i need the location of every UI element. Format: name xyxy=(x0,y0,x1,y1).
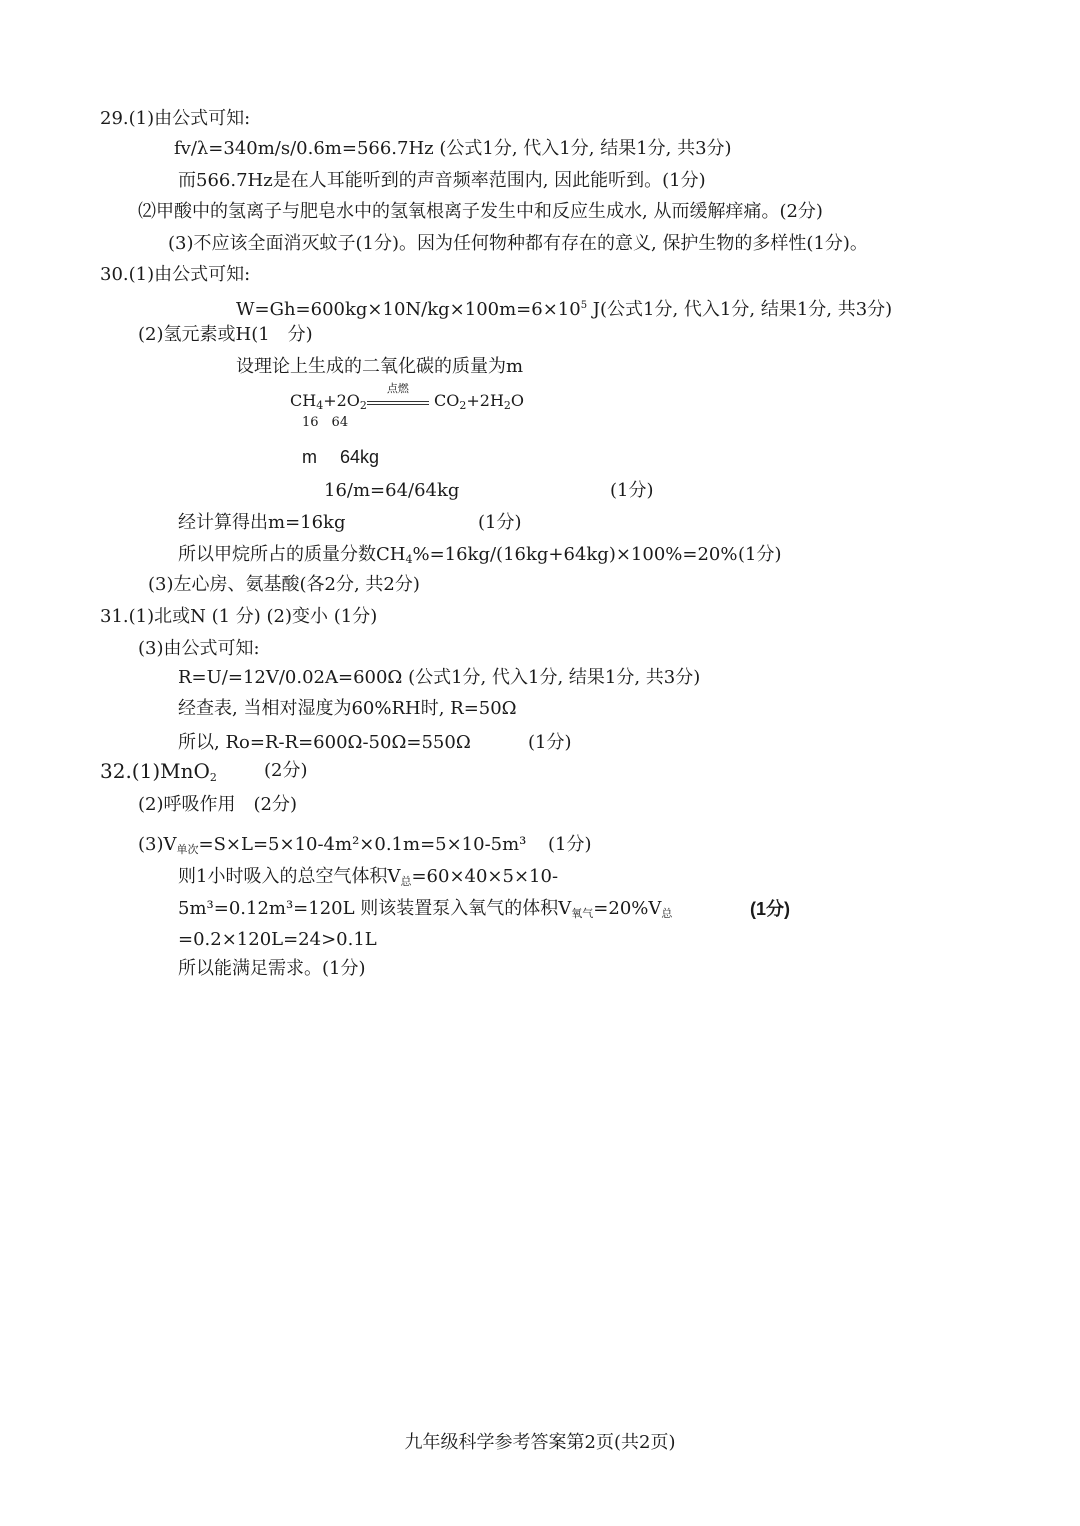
mass-fraction-score: (1分) xyxy=(738,544,782,565)
mass-fraction: 所以甲烷所占的质量分数$CH_4\%=16kg/(16kg+64kg)\times 100\%=20\%$ xyxy=(178,544,738,566)
q31-line-3: R=U/=12V/0.02A=600Ω (公式1分, 代入1分, 结果1分, 共3分) xyxy=(178,667,701,688)
q30-line-2 xyxy=(236,295,892,321)
ratio-score: (1分) xyxy=(610,480,654,501)
q30-line-4: 设理论上生成的二氧化碳的质量为m xyxy=(236,356,524,377)
q32-line-2: (2)呼吸作用 (2分) xyxy=(138,794,297,815)
q30-exponent: 5 xyxy=(580,300,588,311)
q32-line-1-score: (2分) xyxy=(264,760,308,781)
q31-line-1: 31.(1)北或N (1 分) (2)变小 (1分) xyxy=(100,606,378,627)
page-footer: 九年级科学参考答案第2页(共2页) xyxy=(404,1432,676,1453)
q29-line-2: fv/λ=340m/s/0.6m=566.7Hz (公式1分, 代入1分, 结果1分, 共3分) xyxy=(174,138,732,159)
q32-line-3: $(3)V_{单次}=S\times L=5\times 10-4m^2\times 0.1m=5\times 10-5m^3$ xyxy=(138,834,527,856)
q32-line-7: 所以能满足需求。(1分) xyxy=(178,958,366,979)
mass-values: m 64kg xyxy=(302,447,380,467)
q31-line-5: 所以, Ro=R-R=600Ω-50Ω=550Ω xyxy=(178,732,471,753)
q30-line-3: (2)氢元素或H(1 分) xyxy=(138,324,313,345)
reaction-condition: 点燃 xyxy=(386,381,409,395)
calc-result: 经计算得出m=16kg xyxy=(178,512,346,533)
chemical-equation: $CH_4+2O_2$ 点燃 $CO_2+2H_2O$ xyxy=(290,381,525,412)
q32-line-1: 32.(1)MnO$_2$ xyxy=(100,759,217,784)
q31-line-2: (3)由公式可知: xyxy=(138,638,260,659)
q32-line-4: 则1小时吸入的总空气体积$V_总=60\times 40\times 5\times 10-$ xyxy=(178,866,559,888)
q29-line-1: 29.(1)由公式可知: xyxy=(100,108,251,129)
q32-line-5-score: (1分) xyxy=(750,899,790,919)
q30-work-score: J(公式1分, 代入1分, 结果1分, 共3分) xyxy=(587,299,893,320)
q29-line-5: (3)不应该全面消灭蚊子(1分)。因为任何物种都有存在的意义, 保护生物的多样性(1分)。 xyxy=(168,233,868,254)
q29-line-4: ⑵甲酸中的氢离子与肥皂水中的氢氧根离子发生中和反应生成水, 从而缓解痒痛。(2分) xyxy=(138,201,823,222)
q32-line-3-score: (1分) xyxy=(548,834,592,855)
calc-score: (1分) xyxy=(478,512,522,533)
ratio-equation: 16/m=64/64kg xyxy=(324,480,460,501)
reaction-condition-arrow xyxy=(367,381,429,409)
q31-line-4: 经查表, 当相对湿度为60%RH时, R=50Ω xyxy=(178,698,517,719)
q32-line-6: =0.2×120L=24>0.1L xyxy=(178,929,377,950)
q31-line-5-score: (1分) xyxy=(528,732,572,753)
q32-line-5: 5m³=0.12m³=120L 则该装置泵入氧气的体积$V_{氧气}=20\%V_总$ xyxy=(178,898,673,920)
q30-line-1: 30.(1)由公式可知: xyxy=(100,264,251,285)
q30-line-3b: (3)左心房、氨基酸(各2分, 共2分) xyxy=(148,574,420,595)
q29-line-3: 而566.7Hz是在人耳能听到的声音频率范围内, 因此能听到。(1分) xyxy=(178,170,706,191)
q30-work-formula: W=Gh=600kg×10N/kg×100m=6×10 xyxy=(236,299,581,320)
molar-mass-numbers: 16 64 xyxy=(302,415,349,430)
